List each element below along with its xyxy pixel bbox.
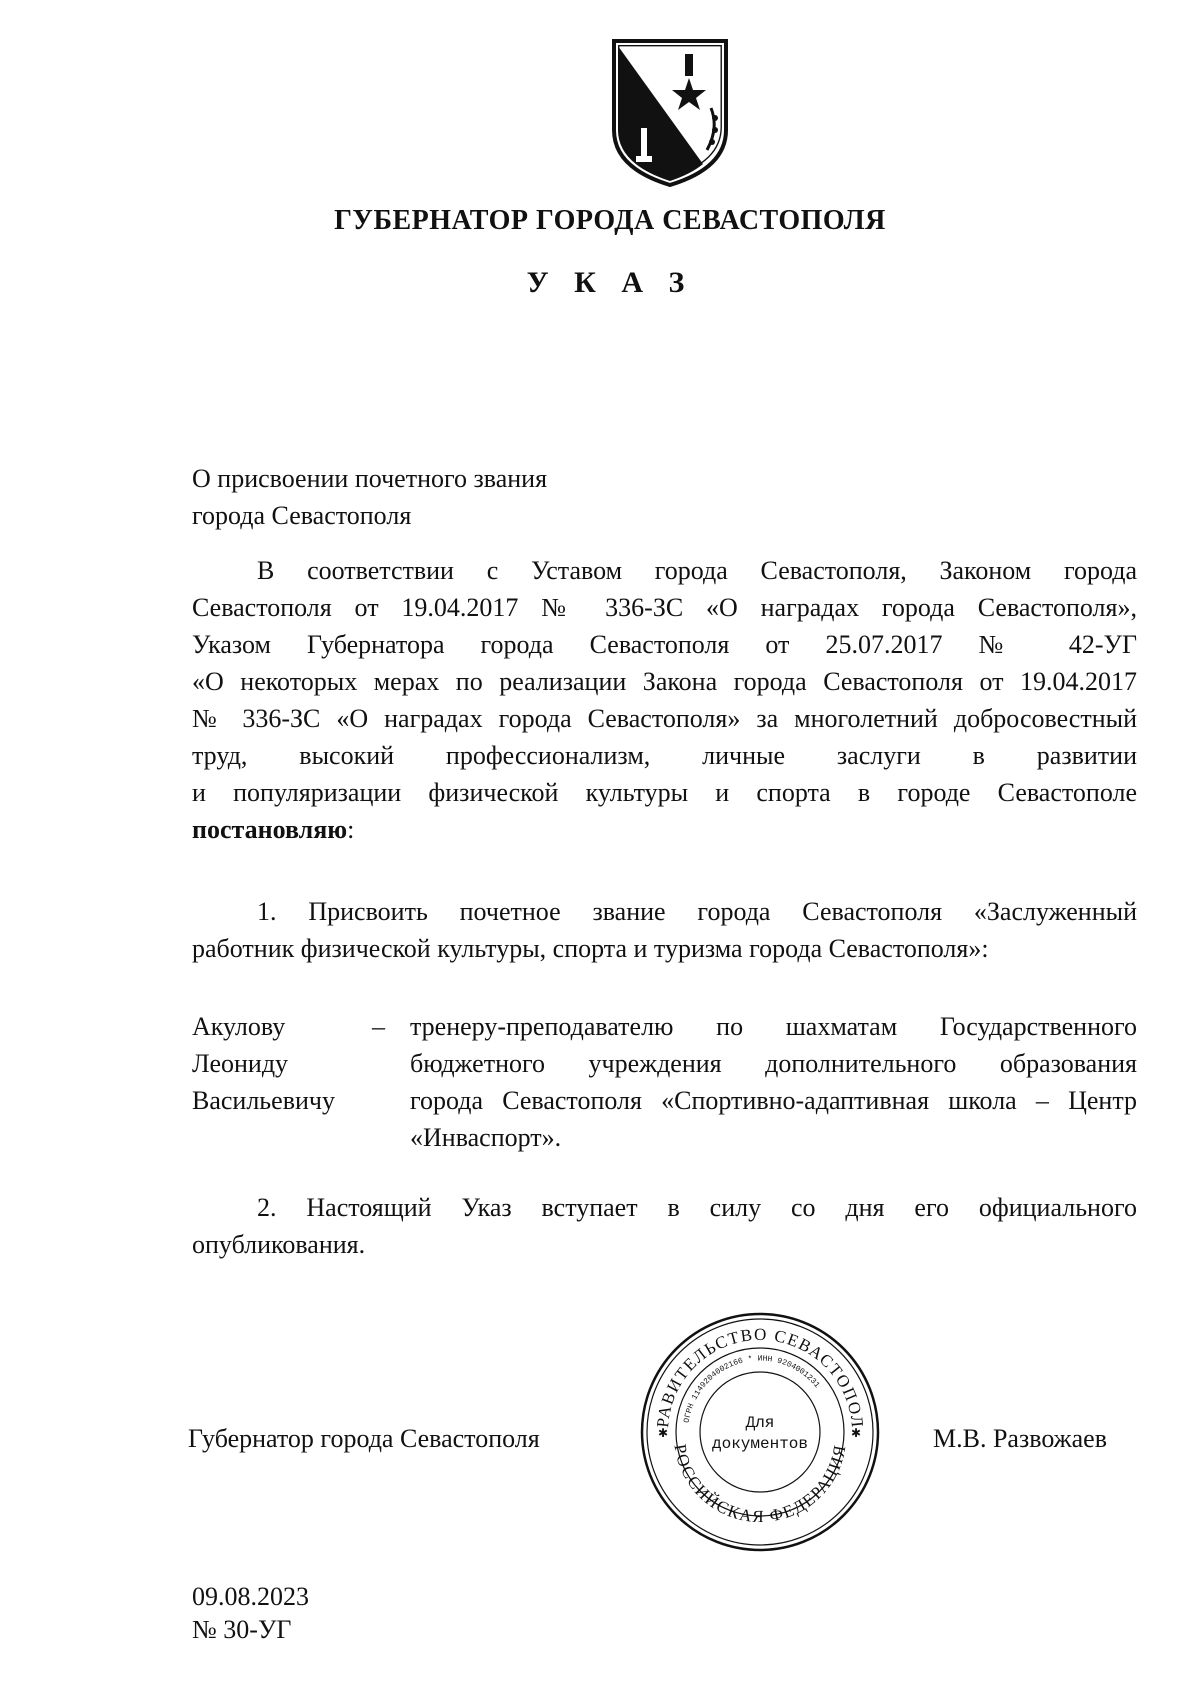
preamble-paragraph	[192, 552, 1137, 848]
svg-text:ПРАВИТЕЛЬСТВО СЕВАСТОПОЛЯ	[638, 1310, 867, 1429]
svg-text:РОССИЙСКАЯ ФЕДЕРАЦИЯ	[670, 1443, 849, 1527]
awardee-name	[192, 1008, 352, 1119]
seal-star-left: ✱	[658, 1426, 669, 1440]
preamble-line: труд, высокий профессионализм, личные заслуги в развитии	[192, 741, 1137, 770]
awardee-first-name: Леониду	[192, 1049, 289, 1078]
awardee-description-line: тренеру-преподавателю по шахматам Государственного	[410, 1012, 1137, 1041]
preamble-line: № 336-ЗС «О наградах города Севастополя» за многолетний добросовестный	[192, 704, 1137, 733]
seal-center-line-1: Для	[745, 1414, 775, 1432]
decree-word: постановляю	[192, 815, 348, 844]
seal-inner-ring-text: ОГРН 1149204002166 * ИНН 9204001231	[682, 1354, 822, 1424]
preamble-line: «О некоторых мерах по реализации Закона города Севастополя от 19.04.2017	[192, 667, 1137, 696]
decree-word-line	[192, 811, 1137, 848]
awardee-description-line: бюджетного учреждения дополнительного образования	[410, 1049, 1137, 1078]
preamble-line: В соответствии с Уставом города Севастополя, Законом города	[257, 556, 1137, 585]
issuing-authority-heading: ГУБЕРНАТОР ГОРОДА СЕВАСТОПОЛЯ	[334, 205, 886, 236]
clause-1	[192, 893, 1137, 967]
clause-2-line: опубликования.	[192, 1230, 366, 1259]
signatory-title: Губернатор города Севастополя	[188, 1424, 540, 1453]
preamble-line: и популяризации физической культуры и спорта в городе Севастополе	[192, 778, 1137, 807]
coat-of-arms-emblem	[611, 38, 729, 188]
seal-outer-bottom-text: РОССИЙСКАЯ ФЕДЕРАЦИЯ	[670, 1442, 850, 1527]
document-date: 09.08.2023	[192, 1582, 309, 1611]
awardee-surname: Акулову	[192, 1012, 286, 1041]
preamble-line: Указом Губернатора города Севастополя от 25.07.2017 № 42-УГ	[192, 630, 1137, 659]
document-number: № 30-УГ	[192, 1615, 292, 1644]
seal-star-right: ✱	[851, 1426, 862, 1440]
awardee-description	[410, 1008, 1137, 1156]
official-seal-stamp	[638, 1310, 882, 1554]
seal-outer-top-text: РАВИТЕЛЬСТВО СЕВАСТОПОЛ	[653, 1324, 868, 1430]
seal-center-line-2: документов	[711, 1435, 809, 1453]
awardee-description-line: города Севастополя «Спортивно-адаптивная школа – Центр	[410, 1086, 1137, 1115]
preamble-line: Севастополя от 19.04.2017 № 336-ЗС «О наградах города Севастополя»,	[192, 593, 1137, 622]
awardee-description-line: «Инваспорт».	[410, 1123, 562, 1152]
clause-2-line: 2. Настоящий Указ вступает в силу со дня его официального	[257, 1193, 1137, 1222]
subject-line: О присвоении почетного звания	[192, 464, 548, 493]
awardee-dash: –	[372, 1012, 385, 1041]
decree-subject	[192, 460, 792, 534]
clause-1-line: работник физической культуры, спорта и туризма города Севастополя»:	[192, 934, 989, 963]
clause-2	[192, 1189, 1137, 1263]
awardee-patronymic: Васильевичу	[192, 1086, 335, 1115]
signatory-name: М.В. Развожаев	[933, 1424, 1108, 1453]
clause-1-line: 1. Присвоить почетное звание города Севастополя «Заслуженный	[257, 897, 1137, 926]
decree-colon: :	[347, 815, 355, 844]
subject-line: города Севастополя	[192, 501, 412, 530]
document-type-heading: У К А З	[526, 266, 694, 299]
